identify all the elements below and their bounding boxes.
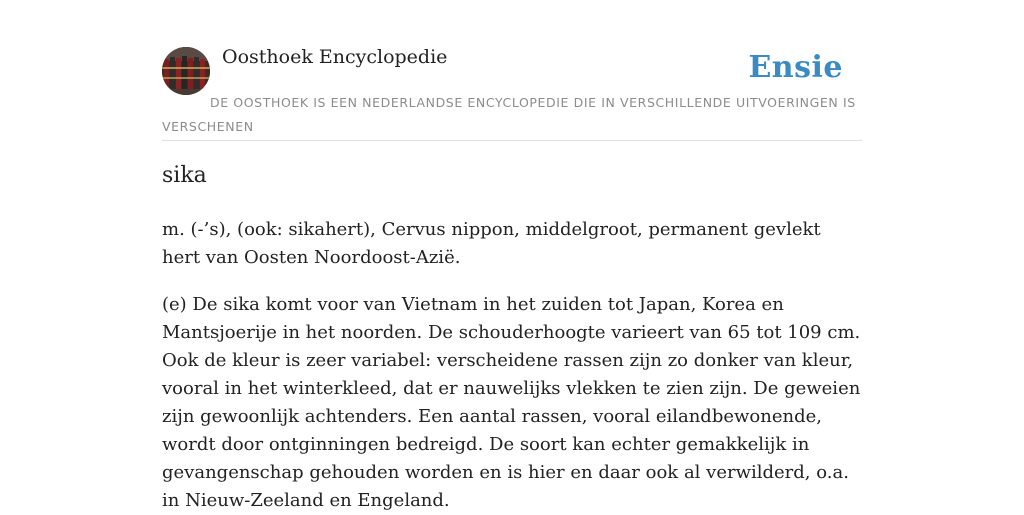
entry-paragraph: (e) De sika komt voor van Vietnam in het zuiden tot Japan, Korea en Mantsjoerije in het noorden. De schouderhoogte varieert van 65 tot 109 cm. Ook de kleur is zeer variabel: verscheidene rassen zijn zo donker van kleur, vooral in het winterkleed, dat er nauwelijks vlekken te zien zijn. De geweien zijn gewoonlijk achtenders. Een aantal rassen, vooral eilandbewonende, wordt door ontginningen bedreigd. De soort kan echter gemakkelijk in gevangenschap gehouden worden en is hier en daar ook al verwilderd, o.a. in Nieuw-Zeeland en Engeland.	[162, 294, 861, 511]
site-header	[162, 0, 862, 141]
site-tagline: DE OOSTHOEK IS EEN NEDERLANDSE ENCYCLOPEDIE DIE IN VERSCHILLENDE UITVOERINGEN IS VERSCHENEN	[162, 95, 856, 134]
encyclopedia-books-icon[interactable]	[162, 47, 210, 95]
entry-title: sika	[162, 163, 207, 188]
entry-paragraph: m. (-’s), (ook: sikahert), Cervus nippon, middelgroot, permanent gevlekt hert van Oosten Noordoost-Azië.	[162, 219, 821, 268]
page-container	[162, 0, 862, 511]
site-title-link[interactable]: Oosthoek Encyclopedie	[222, 46, 448, 68]
brand-logo-link[interactable]: Ensie	[748, 50, 843, 85]
